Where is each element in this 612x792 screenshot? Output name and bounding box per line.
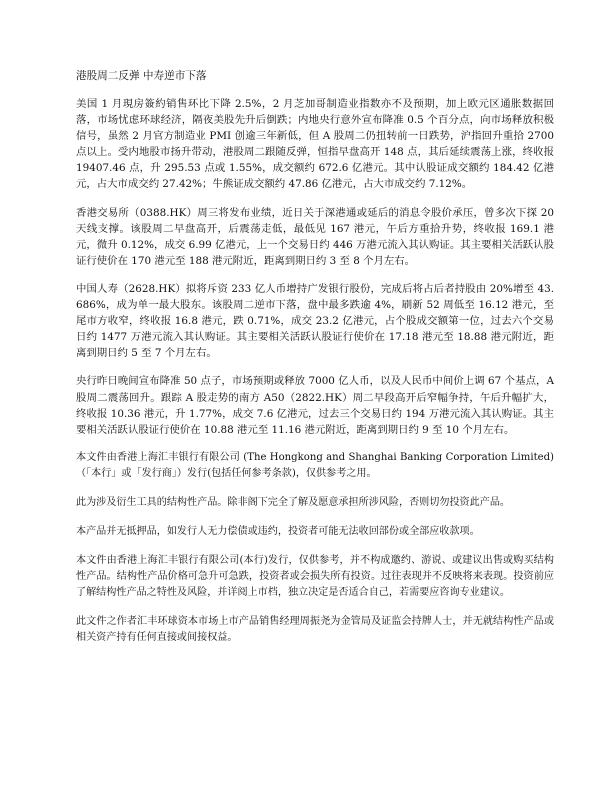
paragraph-a50: 央行昨日晚间宣布降准 50 点子，市场预期或释放 7000 亿人币，以及人民币中间价上调 67 个基点，A 股周二震荡回升。跟踪 A 股走势的南方 A50（2822.HK）周二早段高开后窄幅争持，午后升幅扩大，终收报 10.36 港元，升 1.77%，成交 7.6 亿港元，过去三个交易日约 194 万港元流入其认购证。其主要相关活跃认股证行使价在 10.88 港元至 11.16 港元附近，距离到期日约 9 至 10 个月左右。: [76, 375, 554, 436]
disclaimer-reference-only: 本文件由香港上海汇丰银行有限公司(本行)发行，仅供参考，并不构成邀约、游说、或建议出售或购买结构性产品。结构性产品价格可急升可急跌，投资者或会损失所有投资。过往表现并不反映将来表现。投资前应了解结构性产品之特性及风险，并详阅上市档，独立决定是否适合自己，若需要应咨询专业建议。: [76, 554, 554, 598]
paragraph-market-overview: 美国 1 月現房簽約销售环比下降 2.5%，2 月芝加哥制造业指数亦不及预期，加上欧元区通胀数据回落，市场忧虑环球经济，隔夜美股先升后倒跌；内地央行意外宣布降准 0.5 个百分点，向市场释放积极信号，虽然 2 月官方制造业 PMI 创逾三年新低，但 A 股周二仍扭转前一日跌势，沪指回升重拾 2700 点以上。受内地股市扬升带动，港股周二跟随反弹，恒指早盘高开 148 点，其后延续震荡上涨，终收报 19407.46 点，升 295.53 点或 1.55%，成交额约 672.6 亿港元。其中认股证成交额约 184.42 亿港元，占大市成交约 27.42%；牛熊证成交额约 47.86 亿港元，占大市成交约 7.12%。: [76, 98, 554, 191]
disclaimer-author-interest: 此文件之作者汇丰环球资本市场上市产品销售经理周振尧为金管局及证监会持牌人士，并无就结构性产品或相关资产持有任何直接或间接权益。: [76, 615, 554, 643]
disclaimer-issuer: 本文件由香港上海汇丰银行有限公司 (The Hongkong and Shanghai Banking Corporation Limited)（「本行」或「发行商」）发行(包括任何参考条款)，仅供参考之用。: [76, 451, 554, 479]
disclaimer-no-collateral: 本产品并无抵押品，如发行人无力偿债或违约，投资者可能无法收回部份或全部应收款项。: [76, 525, 480, 537]
article-title: 港股周二反弹 中寿逆市下落: [76, 70, 207, 82]
disclaimer-derivative-warning: 此为涉及衍生工具的结构性产品。除非阁下完全了解及愿意承担所涉风险，否则切勿投资此产品。: [76, 496, 511, 508]
paragraph-china-life: 中国人寿（2628.HK）拟将斥资 233 亿人币增持广发银行股份，完成后将占后者持股由 20%增至 43.686%，成为单一最大股东。该股周二逆市下落，盘中最多跌逾 4%，刷新 52 周低至 16.12 港元，至尾市方收窄，终收报 16.8 港元，跌 0.71%，成交 23.2 亿港元，占个股成交额第一位，过去六个交易日约 1477 万港元流入其认购证。其主要相关活跃认股证行使价在 17.18 港元至 18.88 港元附近，距离到期日约 5 至 7 个月左右。: [76, 282, 554, 360]
paragraph-hkex: 香港交易所（0388.HK）周三将发布业绩，近日关于深港通或延后的消息令股价承压，曾多次下探 20 天线支撑。该股周二早盘高开，后震荡走低，最低见 167 港元，午后方重拾升势，终收报 169.1 港元，微升 0.12%，成交 6.99 亿港元，上一个交易日约 446 万港元流入其认购证。其主要相关活跃认股证行使价在 170 港元至 188 港元附近，距离到期日约 3 至 8 个月左右。: [76, 206, 554, 267]
